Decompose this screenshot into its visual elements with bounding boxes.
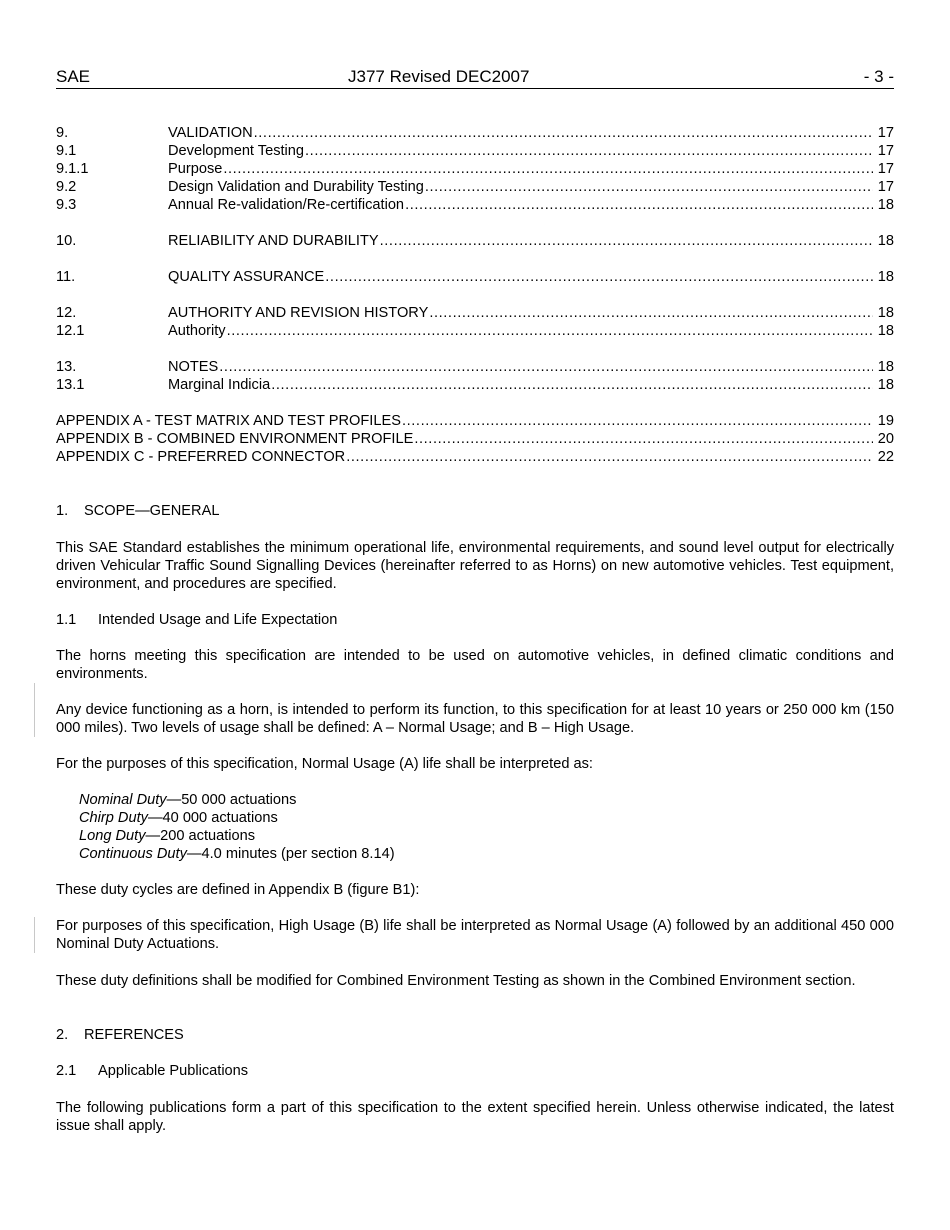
toc-entry[interactable] <box>56 160 894 178</box>
toc-number: 11. <box>56 269 76 285</box>
toc-title: Design Validation and Durability Testing <box>168 179 424 195</box>
section-title: Applicable Publications <box>98 1063 249 1079</box>
toc-page: 18 <box>877 233 894 249</box>
toc-appendix-entry[interactable] <box>56 430 894 448</box>
duty-name: Nominal Duty <box>79 792 167 808</box>
paragraph-usage <box>56 647 894 683</box>
toc-entry[interactable] <box>56 178 894 196</box>
table-of-contents <box>56 124 894 466</box>
toc-number: 13. <box>56 359 77 375</box>
section-1-heading <box>56 502 894 520</box>
paragraph-duty-cycles <box>56 881 894 899</box>
toc-leader <box>402 412 873 430</box>
toc-title: Marginal Indicia <box>168 377 271 393</box>
paragraph: The horns meeting this specification are intended to be used on automotive vehicles, in defined climatic conditions and environments. <box>56 648 894 682</box>
toc-leader <box>425 178 873 196</box>
toc-page: 18 <box>877 377 894 393</box>
header-page-number: - 3 - <box>863 67 894 86</box>
toc-leader <box>325 268 873 286</box>
toc-number: 9.3 <box>56 197 77 213</box>
toc-page: 18 <box>877 305 894 321</box>
section-number: 2.1 <box>56 1063 77 1079</box>
toc-title: RELIABILITY AND DURABILITY <box>168 233 379 249</box>
page-header <box>56 66 894 89</box>
toc-page: 17 <box>877 161 894 177</box>
toc-leader <box>346 448 873 466</box>
toc-page: 22 <box>877 449 894 465</box>
paragraph: Any device functioning as a horn, is intended to perform its function, to this specification for at least 10 years or 250 000 km (150 000 miles). Two levels of usage shall be defined: A – Normal Usage; and B – High Usage. <box>56 702 894 736</box>
section-number: 1.1 <box>56 612 77 628</box>
toc-page: 20 <box>877 431 894 447</box>
toc-entry[interactable] <box>56 142 894 160</box>
toc-page: 17 <box>877 143 894 159</box>
toc-leader <box>305 142 873 160</box>
section-title: SCOPE—GENERAL <box>84 503 220 519</box>
duty-value: —50 000 actuations <box>166 792 297 808</box>
paragraph: For purposes of this specification, High Usage (B) life shall be interpreted as Normal Usage (A) followed by an additional 450 000 Nominal Duty Actuations. <box>56 918 894 952</box>
header-org: SAE <box>56 67 91 86</box>
toc-leader <box>219 358 873 376</box>
section-1-1-heading <box>56 611 894 629</box>
toc-entry[interactable] <box>56 304 894 322</box>
duty-item <box>79 827 917 845</box>
paragraph: The following publications form a part of this specification to the extent specified herein. Unless otherwise indicated, the latest issue shall apply. <box>56 1100 894 1134</box>
section-2-heading <box>56 1026 894 1044</box>
section-title: Intended Usage and Life Expectation <box>98 612 338 628</box>
toc-title: AUTHORITY AND REVISION HISTORY <box>168 305 429 321</box>
toc-entry[interactable] <box>56 232 894 250</box>
toc-appendix-entry[interactable] <box>56 448 894 466</box>
section-number: 1. <box>56 503 69 519</box>
duty-value: —200 actuations <box>145 828 256 844</box>
toc-page: 18 <box>877 359 894 375</box>
toc-number: 12.1 <box>56 323 85 339</box>
toc-leader <box>223 160 873 178</box>
toc-leader <box>254 124 873 142</box>
toc-page: 17 <box>877 125 894 141</box>
duty-item <box>79 809 917 827</box>
toc-number: 9.2 <box>56 179 77 195</box>
toc-title: Development Testing <box>168 143 305 159</box>
duty-value: —4.0 minutes (per section 8.14) <box>186 846 395 862</box>
paragraph-high-usage <box>56 917 894 953</box>
paragraph: These duty definitions shall be modified for Combined Environment Testing as shown in the Combined Environment section. <box>56 973 856 989</box>
toc-entry[interactable] <box>56 322 894 340</box>
toc-leader <box>380 232 873 250</box>
toc-leader <box>271 376 873 394</box>
duty-item <box>79 845 917 863</box>
toc-number: 9. <box>56 125 69 141</box>
paragraph: This SAE Standard establishes the minimum operational life, environmental requirements, and sound level output for electrically driven Vehicular Traffic Sound Signalling Devices (hereinafter referred to as Horns) on new automotive vehicles. Test equipment, environment, and procedures are specified. <box>56 540 894 592</box>
toc-page: 18 <box>877 269 894 285</box>
change-bar <box>34 917 35 953</box>
toc-leader <box>429 304 873 322</box>
header-doc-id: J377 Revised DEC2007 <box>348 67 530 86</box>
toc-title: Annual Re-validation/Re-certification <box>168 197 405 213</box>
toc-title: APPENDIX A - TEST MATRIX AND TEST PROFILES <box>56 413 401 429</box>
toc-page: 19 <box>877 413 894 429</box>
toc-number: 9.1 <box>56 143 77 159</box>
toc-page: 18 <box>877 197 894 213</box>
toc-number: 12. <box>56 305 77 321</box>
toc-title: VALIDATION <box>168 125 253 141</box>
paragraph: For the purposes of this specification, Normal Usage (A) life shall be interpreted as: <box>56 756 593 772</box>
paragraph: These duty cycles are defined in Appendix B (figure B1): <box>56 882 420 898</box>
paragraph-publications <box>56 1099 894 1135</box>
change-bar <box>34 683 35 737</box>
toc-page: 18 <box>877 323 894 339</box>
toc-title: APPENDIX C - PREFERRED CONNECTOR <box>56 449 346 465</box>
toc-title: QUALITY ASSURANCE <box>168 269 325 285</box>
toc-leader <box>414 430 873 448</box>
section-1-paragraph <box>56 539 894 593</box>
duty-name: Continuous Duty <box>79 846 187 862</box>
toc-appendix-entry[interactable] <box>56 412 894 430</box>
toc-number: 13.1 <box>56 377 85 393</box>
toc-number: 9.1.1 <box>56 161 89 177</box>
duty-list <box>56 791 917 863</box>
toc-title: Authority <box>168 323 226 339</box>
section-title: REFERENCES <box>84 1027 184 1043</box>
duty-name: Chirp Duty <box>79 810 148 826</box>
toc-leader <box>405 196 873 214</box>
toc-entry[interactable] <box>56 124 894 142</box>
paragraph-normal-usage <box>56 755 894 773</box>
duty-name: Long Duty <box>79 828 146 844</box>
toc-entry[interactable] <box>56 196 894 214</box>
toc-entry[interactable] <box>56 268 894 286</box>
toc-entry[interactable] <box>56 376 894 394</box>
duty-item <box>79 791 917 809</box>
toc-page: 17 <box>877 179 894 195</box>
toc-title: Purpose <box>168 161 223 177</box>
toc-entry[interactable] <box>56 358 894 376</box>
section-number: 2. <box>56 1027 69 1043</box>
toc-leader <box>227 322 873 340</box>
toc-number: 10. <box>56 233 77 249</box>
toc-title: NOTES <box>168 359 219 375</box>
duty-value: —40 000 actuations <box>147 810 278 826</box>
paragraph-combined-env <box>56 972 894 990</box>
section-2-1-heading <box>56 1062 894 1080</box>
toc-title: APPENDIX B - COMBINED ENVIRONMENT PROFILE <box>56 431 414 447</box>
paragraph-life <box>56 701 894 737</box>
